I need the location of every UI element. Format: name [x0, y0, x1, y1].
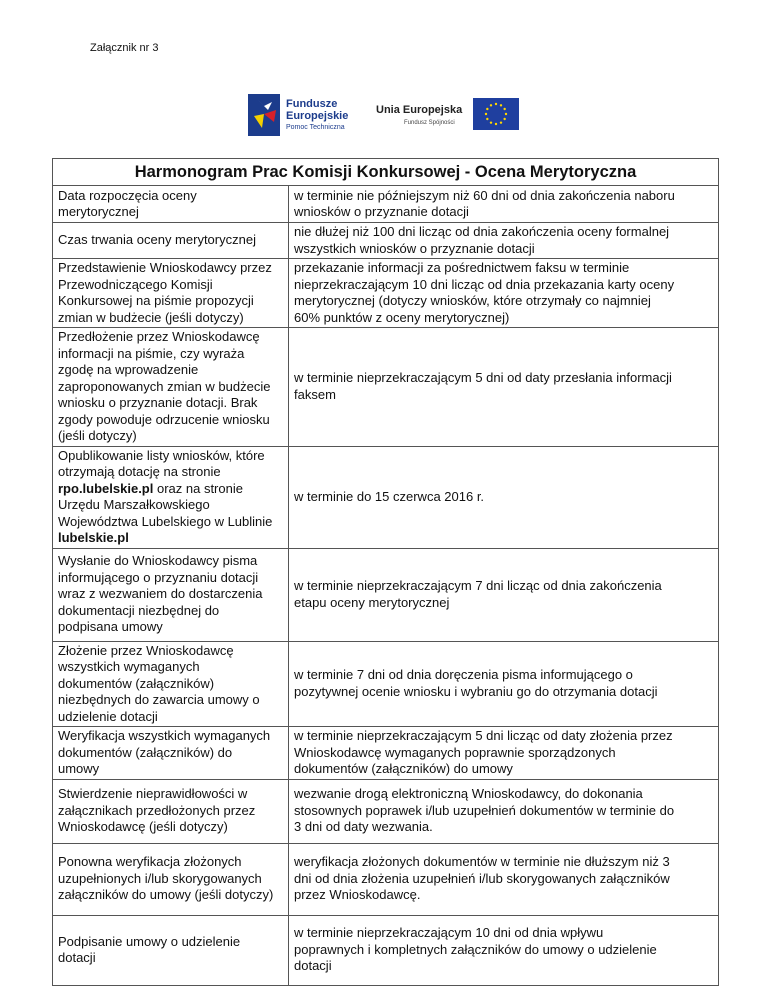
row-deadline: nie dłużej niż 100 dni licząc od dnia zakończenia oceny formalnej wszystkich wniosków o przyznanie dotacji [289, 223, 719, 259]
row-deadline: w terminie do 15 czerwca 2016 r. [289, 446, 719, 548]
stage-text: oraz na stronie Urzędu Marszałkowskiego Województwa Lubelskiego w Lublinie [58, 480, 273, 529]
ue-logo-subtext: Fundusz Spójności [404, 120, 455, 126]
row-deadline: przekazanie informacji za pośrednictwem faksu w terminie nieprzekraczającym 10 dni licząc od dnia przekazania karty oceny merytorycznej (dotyczy wniosków, które otrzymały co najmniej 60% punktów z oceny merytorycznej) [289, 259, 719, 328]
eu-star-icon [503, 108, 505, 110]
table-row [53, 186, 719, 223]
eu-flag-icon [473, 98, 519, 130]
table-row [53, 727, 719, 780]
table-row [53, 223, 719, 259]
ue-logo-text: Unia Europejska [376, 104, 463, 116]
row-stage: Złożenie przez Wnioskodawcę wszystkich wymaganych dokumentów (załączników) niezbędnych do zawarcia umowy o udzielenie dotacji [53, 641, 289, 727]
table-row [53, 446, 719, 548]
table-row [53, 641, 719, 727]
eu-star-icon [485, 113, 487, 115]
table-row [53, 779, 719, 843]
eu-star-icon [505, 113, 507, 115]
row-deadline: w terminie 7 dni od dnia doręczenia pisma informującego o pozytywnej ocenie wniosku i wybraniu go do otrzymania dotacji [289, 641, 719, 727]
table-title-row [53, 159, 719, 186]
table-row [53, 259, 719, 328]
eu-star-icon [486, 108, 488, 110]
fundusze-logo-text: Fundusze Europejskie [286, 98, 349, 122]
eu-star-icon [495, 103, 497, 105]
rpo-link-text: rpo.lubelskie.pl [58, 480, 154, 496]
eu-star-icon [495, 123, 497, 125]
eu-star-icon [503, 118, 505, 120]
eu-star-icon [500, 121, 502, 123]
row-deadline: w terminie nieprzekraczającym 5 dni od daty przesłania informacji faksem [289, 328, 719, 447]
row-deadline: wezwanie drogą elektroniczną Wnioskodawcy, do dokonania stosownych poprawek i/lub uzupełnień dokumentów w terminie do 3 dni od daty wezwania. [289, 779, 719, 843]
stage-text: Opublikowanie listy wniosków, które otrzymają dotację na stronie [58, 447, 265, 479]
table-row [53, 548, 719, 641]
row-stage: Wysłanie do Wnioskodawcy pisma informującego o przyznaniu dotacji wraz z wezwaniem do dostarczenia dokumentacji niezbędnej do podpisana umowy [53, 548, 289, 641]
eu-star-icon [490, 104, 492, 106]
row-deadline: weryfikacja złożonych dokumentów w terminie nie dłuższym niż 3 dni od dnia złożenia uzupełnień i/lub skorygowanych załączników przez Wnioskodawcę. [289, 843, 719, 915]
attachment-label: Załącznik nr 3 [90, 42, 159, 54]
row-stage: Weryfikacja wszystkich wymaganych dokumentów (załączników) do umowy [53, 727, 289, 780]
row-stage: Przedłożenie przez Wnioskodawcę informacji na piśmie, czy wyraża zgodę na wprowadzenie zaproponowanych zmian w budżecie wniosku o przyznanie dotacji. Brak zgody powoduje odrzucenie wniosku (jeśli dotyczy) [53, 328, 289, 447]
row-stage: Stwierdzenie nieprawidłowości w załącznikach przedłożonych przez Wnioskodawcę (jeśli dotyczy) [53, 779, 289, 843]
table-title: Harmonogram Prac Komisji Konkursowej - Ocena Merytoryczna [53, 159, 719, 186]
table-row [53, 328, 719, 447]
row-stage: Podpisanie umowy o udzielenie dotacji [53, 915, 289, 985]
table-row [53, 915, 719, 985]
row-stage: Czas trwania oceny merytorycznej [53, 223, 289, 259]
row-stage: Przedstawienie Wnioskodawcy przez Przewodniczącego Komisji Konkursowej na piśmie propozycji zmian w budżecie (jeśli dotyczy) [53, 259, 289, 328]
row-deadline: w terminie nieprzekraczającym 5 dni licząc od daty złożenia przez Wnioskodawcę wymaganych poprawnie sporządzonych dokumentów (załączników) do umowy [289, 727, 719, 780]
row-stage: Data rozpoczęcia oceny merytorycznej [53, 186, 289, 223]
table-row [53, 843, 719, 915]
fundusze-logo-subtext: Pomoc Techniczna [286, 124, 345, 131]
schedule-table [52, 158, 719, 986]
eu-star-icon [490, 121, 492, 123]
row-deadline: w terminie nieprzekraczającym 7 dni licząc od dnia zakończenia etapu oceny merytorycznej [289, 548, 719, 641]
row-deadline: w terminie nieprzekraczającym 10 dni od dnia wpływu poprawnych i kompletnych załączników do umowy o udzielenie dotacji [289, 915, 719, 985]
logos-banner [248, 94, 523, 140]
lubelskie-link-text: lubelskie.pl [58, 530, 129, 545]
eu-star-icon [500, 104, 502, 106]
row-stage [53, 446, 289, 548]
row-stage: Ponowna weryfikacja złożonych uzupełnionych i/lub skorygowanych załączników do umowy (jeśli dotyczy) [53, 843, 289, 915]
fundusze-europejskie-logo-icon [248, 94, 280, 136]
row-deadline: w terminie nie późniejszym niż 60 dni od dnia zakończenia naboru wniosków o przyznanie dotacji [289, 186, 719, 223]
eu-star-icon [486, 118, 488, 120]
